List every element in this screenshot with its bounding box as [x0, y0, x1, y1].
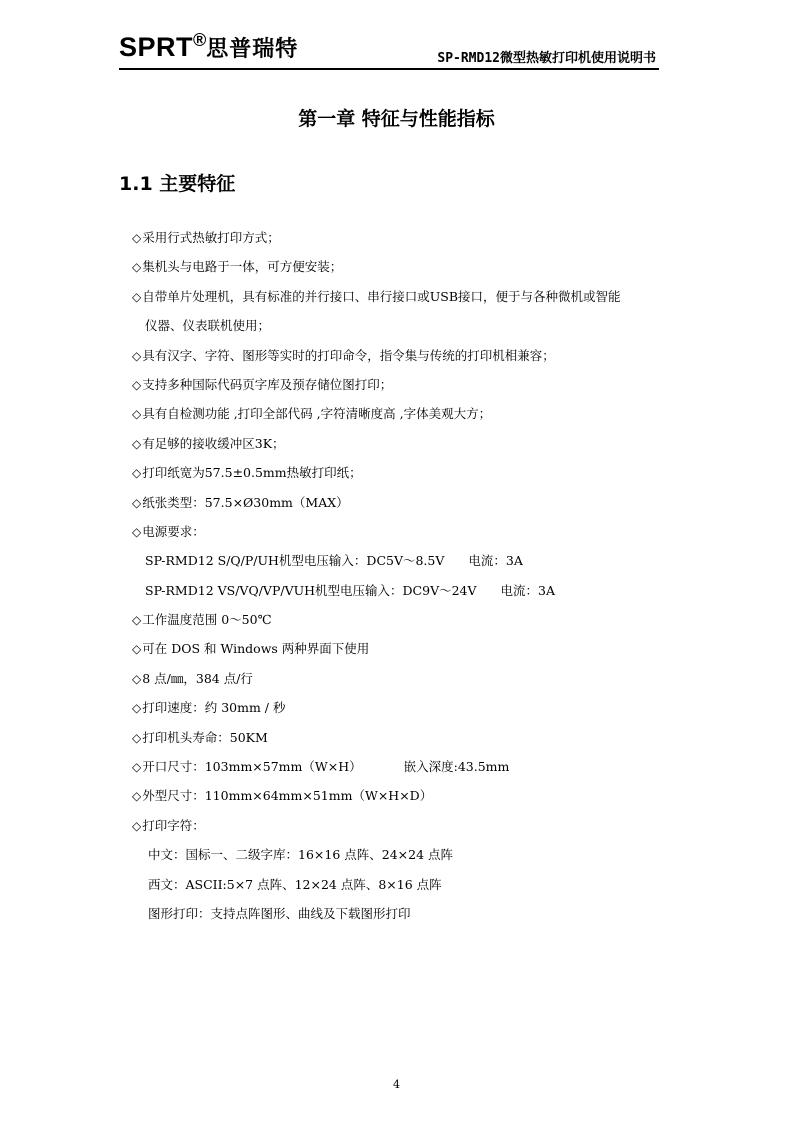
feature-text: 8 点/㎜，384 点/行: [142, 670, 253, 686]
feature-text: 纸张类型：57.5×Ø30mm（MAX）: [142, 494, 349, 510]
feature-text: 打印字符：: [142, 817, 205, 833]
feature-item-continuation: [132, 314, 677, 343]
diamond-bullet-icon: ◇: [132, 701, 142, 716]
feature-text: 图形打印：支持点阵图形、曲线及下载图形打印: [148, 905, 411, 921]
feature-item: [132, 520, 677, 549]
chapter-title: 第一章 特征与性能指标: [298, 108, 495, 130]
feature-item: [132, 755, 677, 784]
feature-list: [132, 226, 677, 931]
diamond-bullet-icon: ◇: [132, 231, 142, 245]
feature-item: [132, 667, 677, 696]
feature-item-continuation: [132, 579, 677, 608]
feature-text: SP-RMD12 VS/VQ/VP/VUH机型电压输入：DC9V～24V: [145, 582, 477, 598]
feature-item-continuation: [132, 549, 677, 578]
sprt-logo: [119, 32, 298, 63]
diamond-bullet-icon: ◇: [132, 377, 142, 392]
feature-text: 开口尺寸：103mm×57mm（W×H）: [142, 759, 362, 775]
feature-text-tail: 电流：3A: [500, 582, 556, 598]
feature-text: 有足够的接收缓冲区3K；: [142, 435, 285, 451]
diamond-bullet-icon: ◇: [132, 671, 142, 686]
feature-text: 具有自检测功能 ,打印全部代码 ,字符清晰度高 ,字体美观大方；: [142, 406, 492, 422]
feature-item: [132, 637, 677, 666]
feature-item: [132, 432, 677, 461]
feature-item-continuation: [132, 902, 677, 931]
feature-item: [132, 784, 677, 813]
feature-text: 打印机头寿命：50KM: [142, 729, 268, 745]
page-header: [119, 30, 659, 70]
diamond-bullet-icon: ◇: [132, 730, 142, 745]
feature-text-tail: 嵌入深度:43.5mm: [403, 759, 510, 775]
diamond-bullet-icon: ◇: [132, 613, 142, 628]
feature-item: [132, 461, 677, 490]
feature-item: [132, 608, 677, 637]
diamond-bullet-icon: ◇: [132, 642, 142, 657]
feature-text: 打印纸宽为57.5±0.5mm热敏打印纸；: [142, 465, 362, 481]
feature-item: [132, 402, 677, 431]
feature-item: [132, 373, 677, 402]
logo-text-cn: 思普瑞特: [206, 37, 299, 62]
page-number: 4: [393, 1078, 400, 1091]
feature-text: 集机头与电路于一体，可方便安装；: [142, 259, 343, 275]
feature-item: [132, 285, 677, 314]
feature-text: 西文：ASCII:5×7 点阵、12×24 点阵、8×16 点阵: [148, 876, 442, 892]
feature-text: 可在 DOS 和 Windows 两种界面下使用: [142, 641, 370, 657]
diamond-bullet-icon: ◇: [132, 407, 142, 422]
diamond-bullet-icon: ◇: [132, 760, 142, 775]
feature-item: [132, 344, 677, 373]
feature-item: [132, 814, 677, 843]
feature-item: [132, 255, 677, 284]
feature-text: SP-RMD12 S/Q/P/UH机型电压输入：DC5V～8.5V: [145, 553, 445, 569]
feature-text: 具有汉字、字符、图形等实时的打印命令，指令集与传统的打印机相兼容；: [142, 347, 555, 363]
feature-text: 中文：国标一、二级字库：16×16 点阵、24×24 点阵: [148, 847, 454, 863]
feature-text: 仪器、仪表联机使用；: [145, 318, 271, 334]
feature-item: [132, 696, 677, 725]
diamond-bullet-icon: ◇: [132, 818, 142, 833]
logo-text-en: SPRT: [119, 32, 194, 62]
diamond-bullet-icon: ◇: [132, 789, 142, 804]
section-title: 1.1 主要特征: [119, 173, 236, 195]
diamond-bullet-icon: ◇: [132, 348, 142, 363]
diamond-bullet-icon: ◇: [132, 260, 142, 275]
feature-item-continuation: [132, 843, 677, 872]
feature-item: [132, 491, 677, 520]
feature-item-continuation: [132, 873, 677, 902]
feature-text: 电源要求：: [142, 523, 205, 539]
diamond-bullet-icon: ◇: [132, 495, 142, 510]
diamond-bullet-icon: ◇: [132, 524, 142, 539]
feature-text: 工作温度范围 0～50℃: [142, 612, 272, 628]
feature-text: 打印速度：约 30mm / 秒: [142, 700, 286, 716]
feature-text: 外型尺寸：110mm×64mm×51mm（W×H×D）: [142, 788, 433, 804]
diamond-bullet-icon: ◇: [132, 466, 142, 481]
document-title: SP-RMD12微型热敏打印机使用说明书: [437, 51, 656, 66]
feature-item: [132, 226, 677, 255]
registered-mark: ®: [193, 30, 207, 50]
feature-text: 自带单片处理机，具有标准的并行接口、串行接口或USB接口，便于与各种微机或智能: [142, 288, 621, 304]
feature-text-tail: 电流：3A: [468, 553, 523, 569]
diamond-bullet-icon: ◇: [132, 289, 142, 304]
feature-item: [132, 726, 677, 755]
feature-text: 支持多种国际代码页字库及预存储位图打印；: [142, 376, 393, 392]
feature-text: 采用行式热敏打印方式；: [142, 230, 280, 245]
diamond-bullet-icon: ◇: [132, 436, 142, 451]
